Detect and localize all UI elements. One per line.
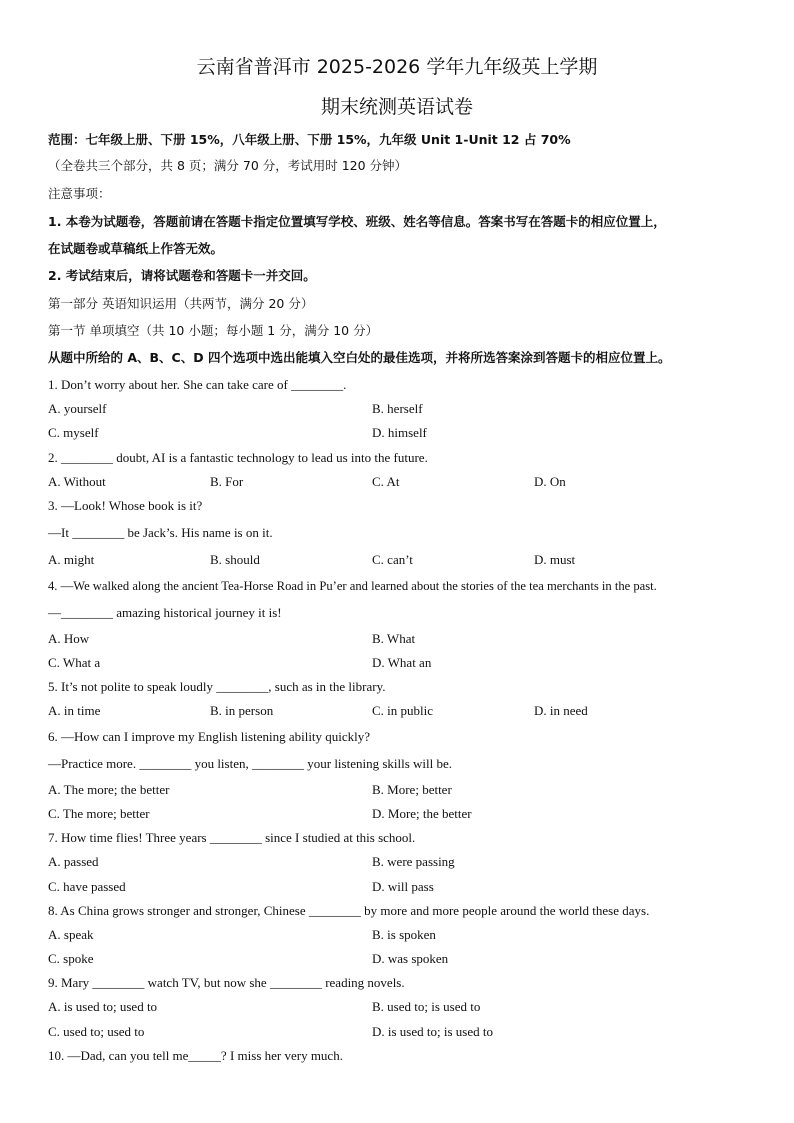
notice-1-line-b: 在试题卷或草稿纸上作答无效。: [48, 241, 224, 256]
q1-option-c: C. myself: [48, 425, 99, 440]
q3-option-a: A. might: [48, 552, 95, 567]
question-3-line-1: 3. —Look! Whose book is it?: [48, 498, 203, 513]
question-9: 9. Mary ________ watch TV, but now she ________ reading novels.: [48, 975, 405, 990]
q3-option-c: C. can’t: [372, 552, 413, 567]
exam-title-line2: 期末统测英语试卷: [320, 96, 473, 118]
question-2: 2. ________ doubt, AI is a fantastic technology to lead us into the future.: [48, 450, 428, 465]
q3-option-d: D. must: [534, 552, 576, 567]
q7-option-b: B. were passing: [372, 854, 455, 869]
exam-title-line1: 云南省普洱市 2025-2026 学年九年级英上学期: [196, 56, 598, 78]
q5-option-a: A. in time: [48, 703, 101, 718]
question-6-line-1: 6. —How can I improve my English listening ability quickly?: [48, 729, 371, 744]
question-3-line-2: —It ________ be Jack’s. His name is on it.: [48, 525, 273, 540]
question-7: 7. How time flies! Three years ________ since I studied at this school.: [48, 830, 416, 845]
q3-option-b: B. should: [210, 552, 260, 567]
notice-heading: 注意事项：: [48, 186, 111, 201]
q7-option-d: D. will pass: [372, 879, 434, 894]
q8-option-b: B. is spoken: [372, 927, 436, 942]
scope-text: 范围：七年级上册、下册 15%，八年级上册、下册 15%，九年级 Unit 1-Unit 12 占 70%: [48, 132, 571, 147]
notice-2: 2. 考试结束后，请将试题卷和答题卡一并交回。: [48, 268, 316, 283]
q4-option-c: C. What a: [48, 655, 101, 670]
q4-option-b: B. What: [372, 631, 416, 646]
q2-option-b: B. For: [210, 474, 244, 489]
q9-option-a: A. is used to; used to: [48, 999, 158, 1014]
q4-option-a: A. How: [48, 631, 90, 646]
q8-option-c: C. spoke: [48, 951, 94, 966]
q5-option-b: B. in person: [210, 703, 274, 718]
q1-option-b: B. herself: [372, 401, 423, 416]
q1-option-a: A. yourself: [48, 401, 107, 416]
q9-option-b: B. used to; is used to: [372, 999, 481, 1014]
q2-option-a: A. Without: [48, 474, 106, 489]
question-5: 5. It’s not polite to speak loudly ________, such as in the library.: [48, 679, 386, 694]
q6-option-d: D. More; the better: [372, 806, 472, 821]
q9-option-c: C. used to; used to: [48, 1024, 145, 1039]
q6-option-c: C. The more; better: [48, 806, 150, 821]
question-8: 8. As China grows stronger and stronger, Chinese ________ by more and more people around the world these days.: [48, 903, 650, 918]
q5-option-c: C. in public: [372, 703, 434, 718]
q8-option-a: A. speak: [48, 927, 94, 942]
q7-option-a: A. passed: [48, 854, 99, 869]
q6-option-a: A. The more; the better: [48, 782, 170, 797]
section-instruction: 从题中所给的 A、B、C、D 四个选项中选出能填入空白处的最佳选项，并将所选答案涂到答题卡的相应位置上。: [48, 350, 671, 365]
notice-1-line-a: 1. 本卷为试题卷，答题前请在答题卡指定位置填写学校、班级、姓名等信息。答案书写在答题卡的相应位置上，: [48, 214, 666, 229]
question-6-line-2: —Practice more. ________ you listen, ________ your listening skills will be.: [48, 756, 453, 771]
question-4-line-1: 4. —We walked along the ancient Tea-Horse Road in Pu’er and learned about the stories of the tea merchants in the past.: [48, 579, 657, 593]
q2-option-c: C. At: [372, 474, 400, 489]
part-1-heading: 第一部分 英语知识运用（共两节，满分 20 分）: [48, 296, 314, 311]
q5-option-d: D. in need: [534, 703, 588, 718]
exam-meta: （全卷共三个部分，共 8 页；满分 70 分，考试用时 120 分钟）: [48, 158, 408, 173]
q7-option-c: C. have passed: [48, 879, 126, 894]
q1-option-d: D. himself: [372, 425, 427, 440]
q6-option-b: B. More; better: [372, 782, 452, 797]
section-1-heading: 第一节 单项填空（共 10 小题；每小题 1 分，满分 10 分）: [48, 323, 379, 338]
q4-option-d: D. What an: [372, 655, 432, 670]
q8-option-d: D. was spoken: [372, 951, 449, 966]
q2-option-d: D. On: [534, 474, 566, 489]
question-10: 10. —Dad, can you tell me_____? I miss her very much.: [48, 1048, 343, 1063]
question-4-line-2: —________ amazing historical journey it is!: [48, 605, 282, 620]
q9-option-d: D. is used to; is used to: [372, 1024, 493, 1039]
question-1: 1. Don’t worry about her. She can take care of ________.: [48, 377, 347, 392]
